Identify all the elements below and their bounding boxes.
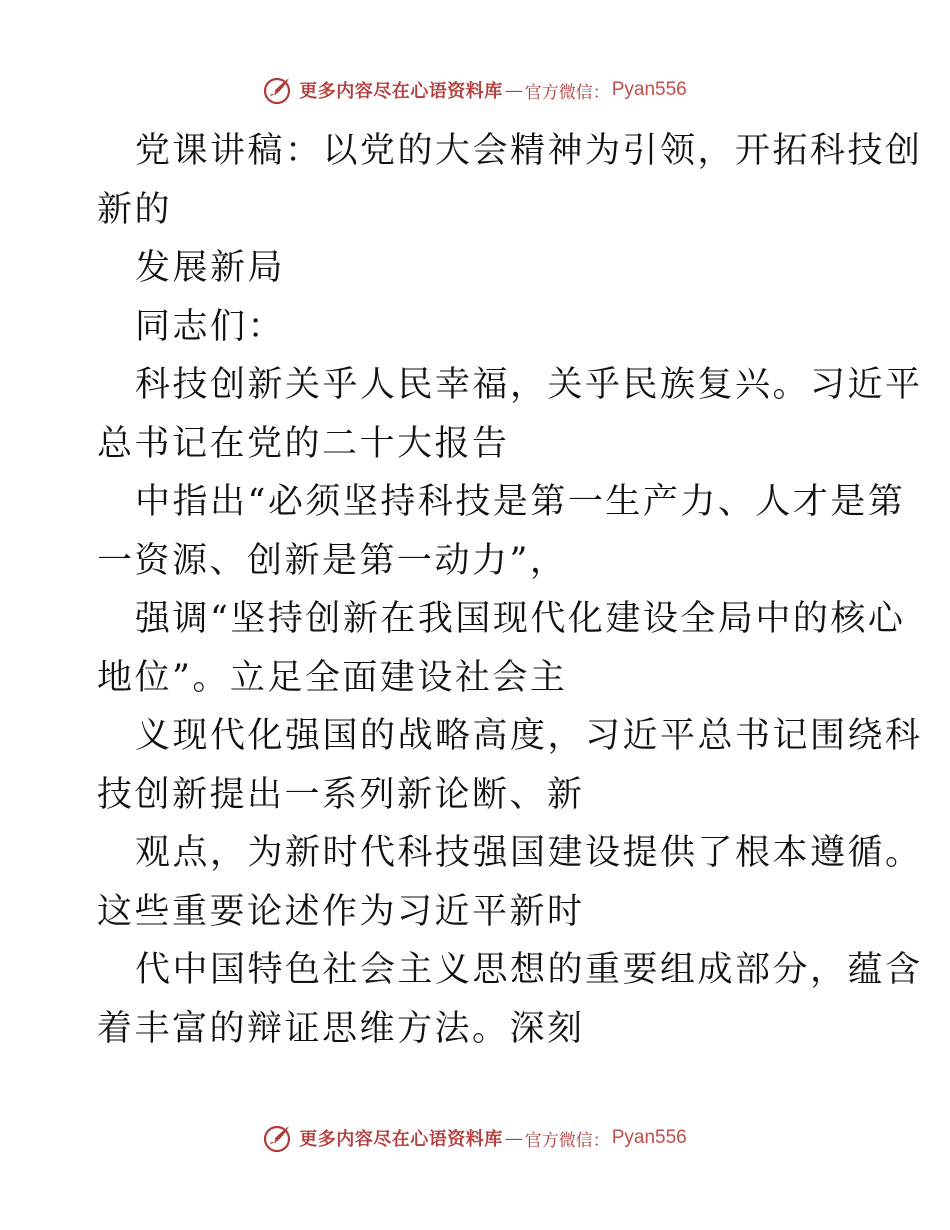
banner-dash: —: [504, 1127, 523, 1149]
text-line: 发展新局: [135, 248, 286, 288]
text-line: 技创新提出一系列新论断、新: [97, 774, 585, 815]
banner-wechat-label: 官方微信：: [524, 82, 610, 103]
banner-wechat-id: Pyan556: [611, 1127, 687, 1148]
text-line: 着丰富的辩证思维方法。深刻: [97, 1008, 585, 1049]
text-line: 一资源、创新是第一动力”，: [97, 540, 568, 581]
banner-text: 更多内容尽在心语资料库: [299, 81, 503, 102]
text-line: 义现代化强国的战略高度，习近平总书记围绕科: [135, 716, 923, 756]
footer-watermark-banner: [0, 1118, 950, 1158]
banner-wechat-label: 官方微信：: [524, 1130, 610, 1151]
banner-wechat-id: Pyan556: [611, 79, 687, 100]
text-line: 观点，为新时代科技强国建设提供了根本遵循。: [135, 833, 923, 873]
text-line: 科技创新关乎人民幸福，关乎民族复兴。习近平: [135, 365, 923, 405]
text-line: 代中国特色社会主义思想的重要组成部分，蕴含: [135, 950, 923, 990]
header-watermark-banner: [0, 70, 950, 110]
text-line: 总书记在党的二十大报告: [97, 423, 510, 464]
text-line: 党课讲稿：以党的大会精神为引领，开拓科技创: [135, 131, 923, 171]
text-line: 强调“坚持创新在我国现代化建设全局中的核心: [135, 599, 906, 639]
quill-pen-logo-icon: [263, 1123, 293, 1153]
text-line: 地位”。立足全面建设社会主: [97, 657, 568, 698]
document-body: [97, 122, 923, 1058]
banner-text: 更多内容尽在心语资料库: [299, 1129, 503, 1150]
text-line: 中指出“必须坚持科技是第一生产力、人才是第: [135, 482, 906, 522]
quill-pen-logo-icon: [263, 75, 293, 105]
text-line: 新的: [97, 189, 173, 230]
text-line: 这些重要论述作为习近平新时: [97, 891, 585, 932]
banner-dash: —: [504, 79, 523, 101]
text-line: 同志们：: [135, 306, 286, 347]
